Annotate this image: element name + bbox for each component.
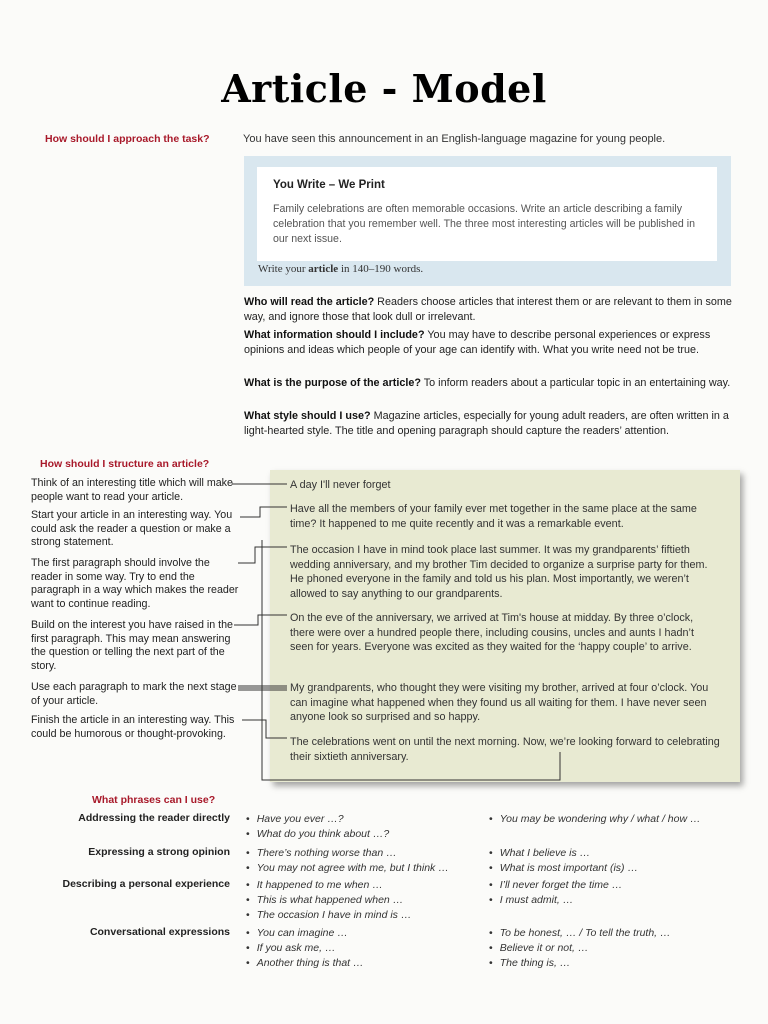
phrase-list-addressing-left [246,812,389,842]
word-count-instruction: Write your article in 140–190 words. [258,263,424,275]
model-paragraph-2: The occasion I have in mind took place last summer. It was my grandparents’ fiftieth wedding anniversary, and my brother Tim decided to organize a surprise party for them. He phoned everyone in the family and told us his plan. Most importantly, we weren’t allowed to say anything to our grandparents. [290,544,708,600]
list-item: • There’s nothing worse than … [246,847,397,859]
announcement-heading: You Write – We Print [273,179,385,191]
list-item: • I’ll never forget the time … [489,879,623,891]
qa-style: What style should I use? Magazine articles, especially for young adult readers, are often written in a light-hearted style. The title and opening paragraph should capture the readers’ attention. [244,410,729,437]
announcement-box [244,156,731,286]
page-title: Article - Model [221,66,547,111]
phrases-question: What phrases can I use? [92,794,216,806]
tip-first-paragraph: The first paragraph should involve the reader in some way. Try to end the paragraph in a way which makes the reader want to continue reading. [31,557,239,610]
tip-finish: Finish the article in an interesting way. This could be humorous or thought-provoking. [31,714,235,740]
list-item: • What is most important (is) … [489,862,638,874]
list-item: • Believe it or not, … [489,942,589,954]
list-item: • This is what happened when … [246,894,404,906]
list-item: • Another thing is that … [246,957,364,969]
tip-build-interest: Build on the interest you have raised in the first paragraph. This may mean answering the question or telling the next part of the story. [31,619,234,672]
phrase-list-opinion-right [489,846,638,876]
phrase-list-opinion-left [246,846,449,876]
qa-information: What information should I include? You may have to describe personal experiences or express opinions and ideas which people of your age can identify with. What you write need not be true. [244,329,711,356]
list-item: • If you ask me, … [246,942,336,954]
list-item: • You may be wondering why / what / how … [489,813,701,825]
approach-intro: You have seen this announcement in an English-language magazine for young people. [243,133,666,145]
phrase-list-experience-left [246,878,411,923]
tip-title: Think of an interesting title which will make people want to read your article. [31,477,233,503]
model-paragraph-3: On the eve of the anniversary, we arrived at Tim's house at midday. By three o’clock, there were over a hundred people there, including cousins, uncles and aunts I hadn’t seen for years. Everyone was excited as they waited for the ‘happy couple’ to arrive. [290,612,694,653]
structure-question: How should I structure an article? [40,458,210,470]
announcement-card [257,167,717,261]
approach-question: How should I approach the task? [45,133,210,145]
list-item: • What I believe is … [489,847,591,859]
list-item: • You can imagine … [246,927,348,939]
list-item: • I must admit, … [489,894,574,906]
announcement-body: Family celebrations are often memorable occasions. Write an article describing a family celebration that you remember well. The three most interesting articles will be published in our next issue. [273,203,695,245]
tip-paragraph-stages: Use each paragraph to mark the next stage of your article. [31,681,237,707]
list-item: • The occasion I have in mind is … [246,909,412,921]
list-item: • Have you ever …? [246,813,344,825]
model-paragraph-4: My grandparents, who thought they were visiting my brother, arrived at four o’clock. You can imagine what happened when they found us all waiting for them. I have never seen anyone look so surprised and so happy. [290,682,709,723]
model-article-box [270,470,740,782]
phrase-label-addressing: Addressing the reader directly [78,812,230,824]
phrase-label-conversational: Conversational expressions [89,926,230,938]
phrase-label-experience: Describing a personal experience [62,878,230,890]
list-item: • The thing is, … [489,957,571,969]
list-item: • It happened to me when … [246,879,383,891]
model-paragraph-5: The celebrations went on until the next morning. Now, we’re looking forward to celebrating their sixtieth anniversary. [290,736,720,763]
qa-who: Who will read the article? Readers choose articles that interest them or are relevant to them in some way, and ignore those that look dull or irrelevant. [244,296,732,323]
phrase-label-opinion: Expressing a strong opinion [88,846,230,858]
phrase-list-conversational-left [246,926,364,971]
list-item: • You may not agree with me, but I think … [246,862,449,874]
list-item: • To be honest, … / To tell the truth, … [489,927,671,939]
list-item: • What do you think about …? [246,828,390,840]
phrase-list-addressing-right [489,812,700,827]
model-title: A day I'll never forget [290,479,391,491]
qa-purpose: What is the purpose of the article? To inform readers about a particular topic in an entertaining way. [244,377,731,389]
tip-opening: Start your article in an interesting way. You could ask the reader a question or make a strong statement. [31,509,233,548]
phrase-list-experience-right [489,878,622,908]
phrase-list-conversational-right [489,926,671,971]
model-paragraph-1: Have all the members of your family ever met together in the same place at the same time? It happened to me quite recently and it was a remarkable event. [290,503,697,530]
